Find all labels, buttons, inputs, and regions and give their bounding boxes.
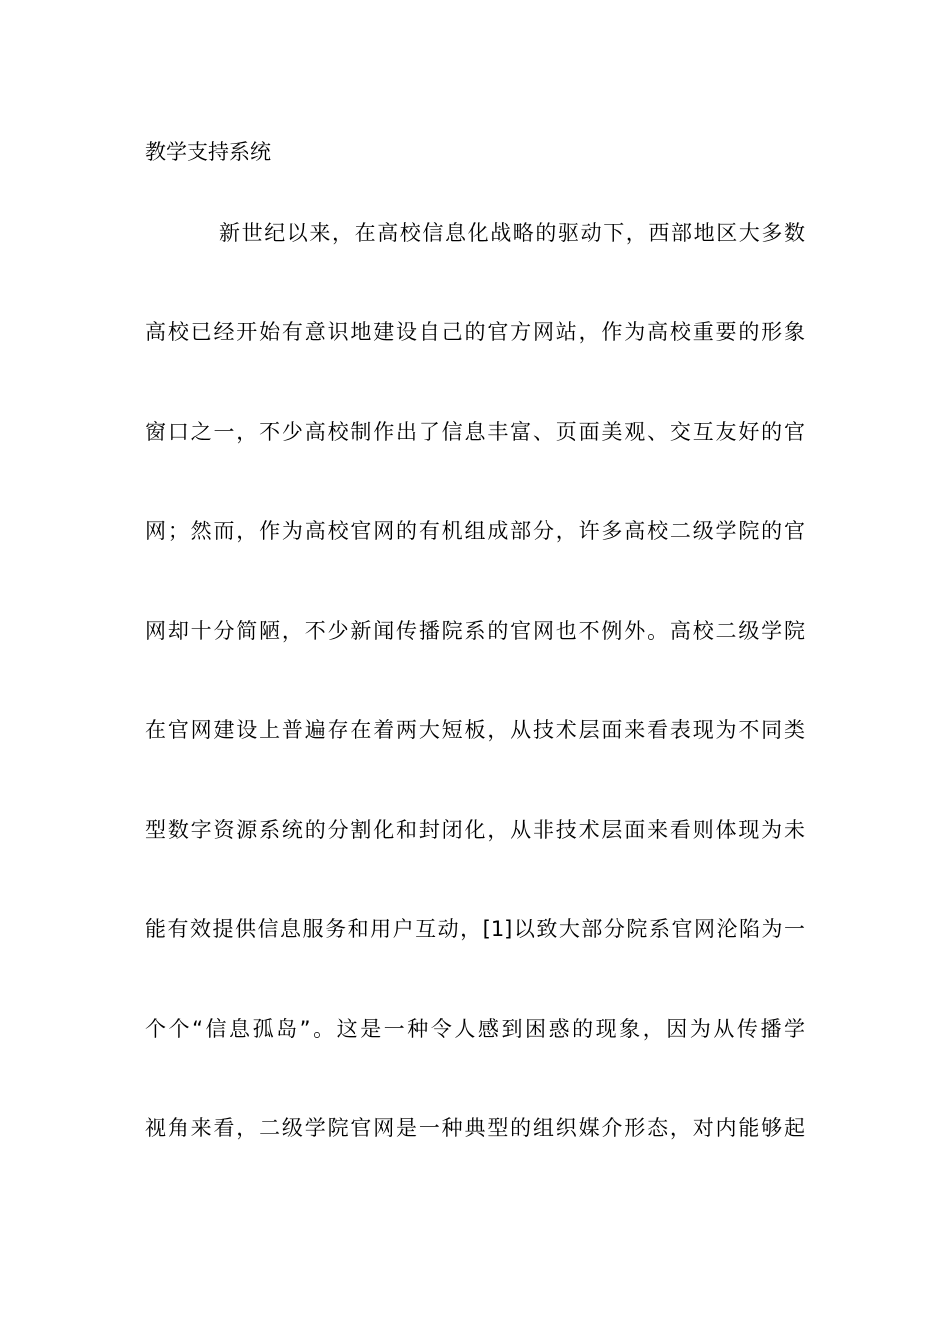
paragraph-line: 窗口之一，不少高校制作出了信息丰富、页面美观、交互友好的官 (145, 420, 805, 444)
paragraph-line: 个个“信息孤岛”。这是一种令人感到困惑的现象，因为从传播学 (145, 1017, 805, 1041)
paragraph-line: 高校已经开始有意识地建设自己的官方网站，作为高校重要的形象 (145, 320, 805, 344)
section-heading: 教学支持系统 (145, 140, 271, 164)
paragraph-line: 视角来看，二级学院官网是一种典型的组织媒介形态，对内能够起 (145, 1116, 805, 1140)
paragraph-line: 网却十分简陋，不少新闻传播院系的官网也不例外。高校二级学院 (145, 619, 805, 643)
paragraph-line: 型数字资源系统的分割化和封闭化，从非技术层面来看则体现为未 (145, 818, 805, 842)
paragraph-line: 网；然而，作为高校官网的有机组成部分，许多高校二级学院的官 (145, 519, 805, 543)
paragraph-line: 在官网建设上普遍存在着两大短板，从技术层面来看表现为不同类 (145, 718, 805, 742)
paragraph-line: 新世纪以来，在高校信息化战略的驱动下，西部地区大多数 (219, 221, 805, 245)
paragraph-line: 能有效提供信息服务和用户互动，[1]以致大部分院系官网沦陷为一 (145, 917, 805, 941)
